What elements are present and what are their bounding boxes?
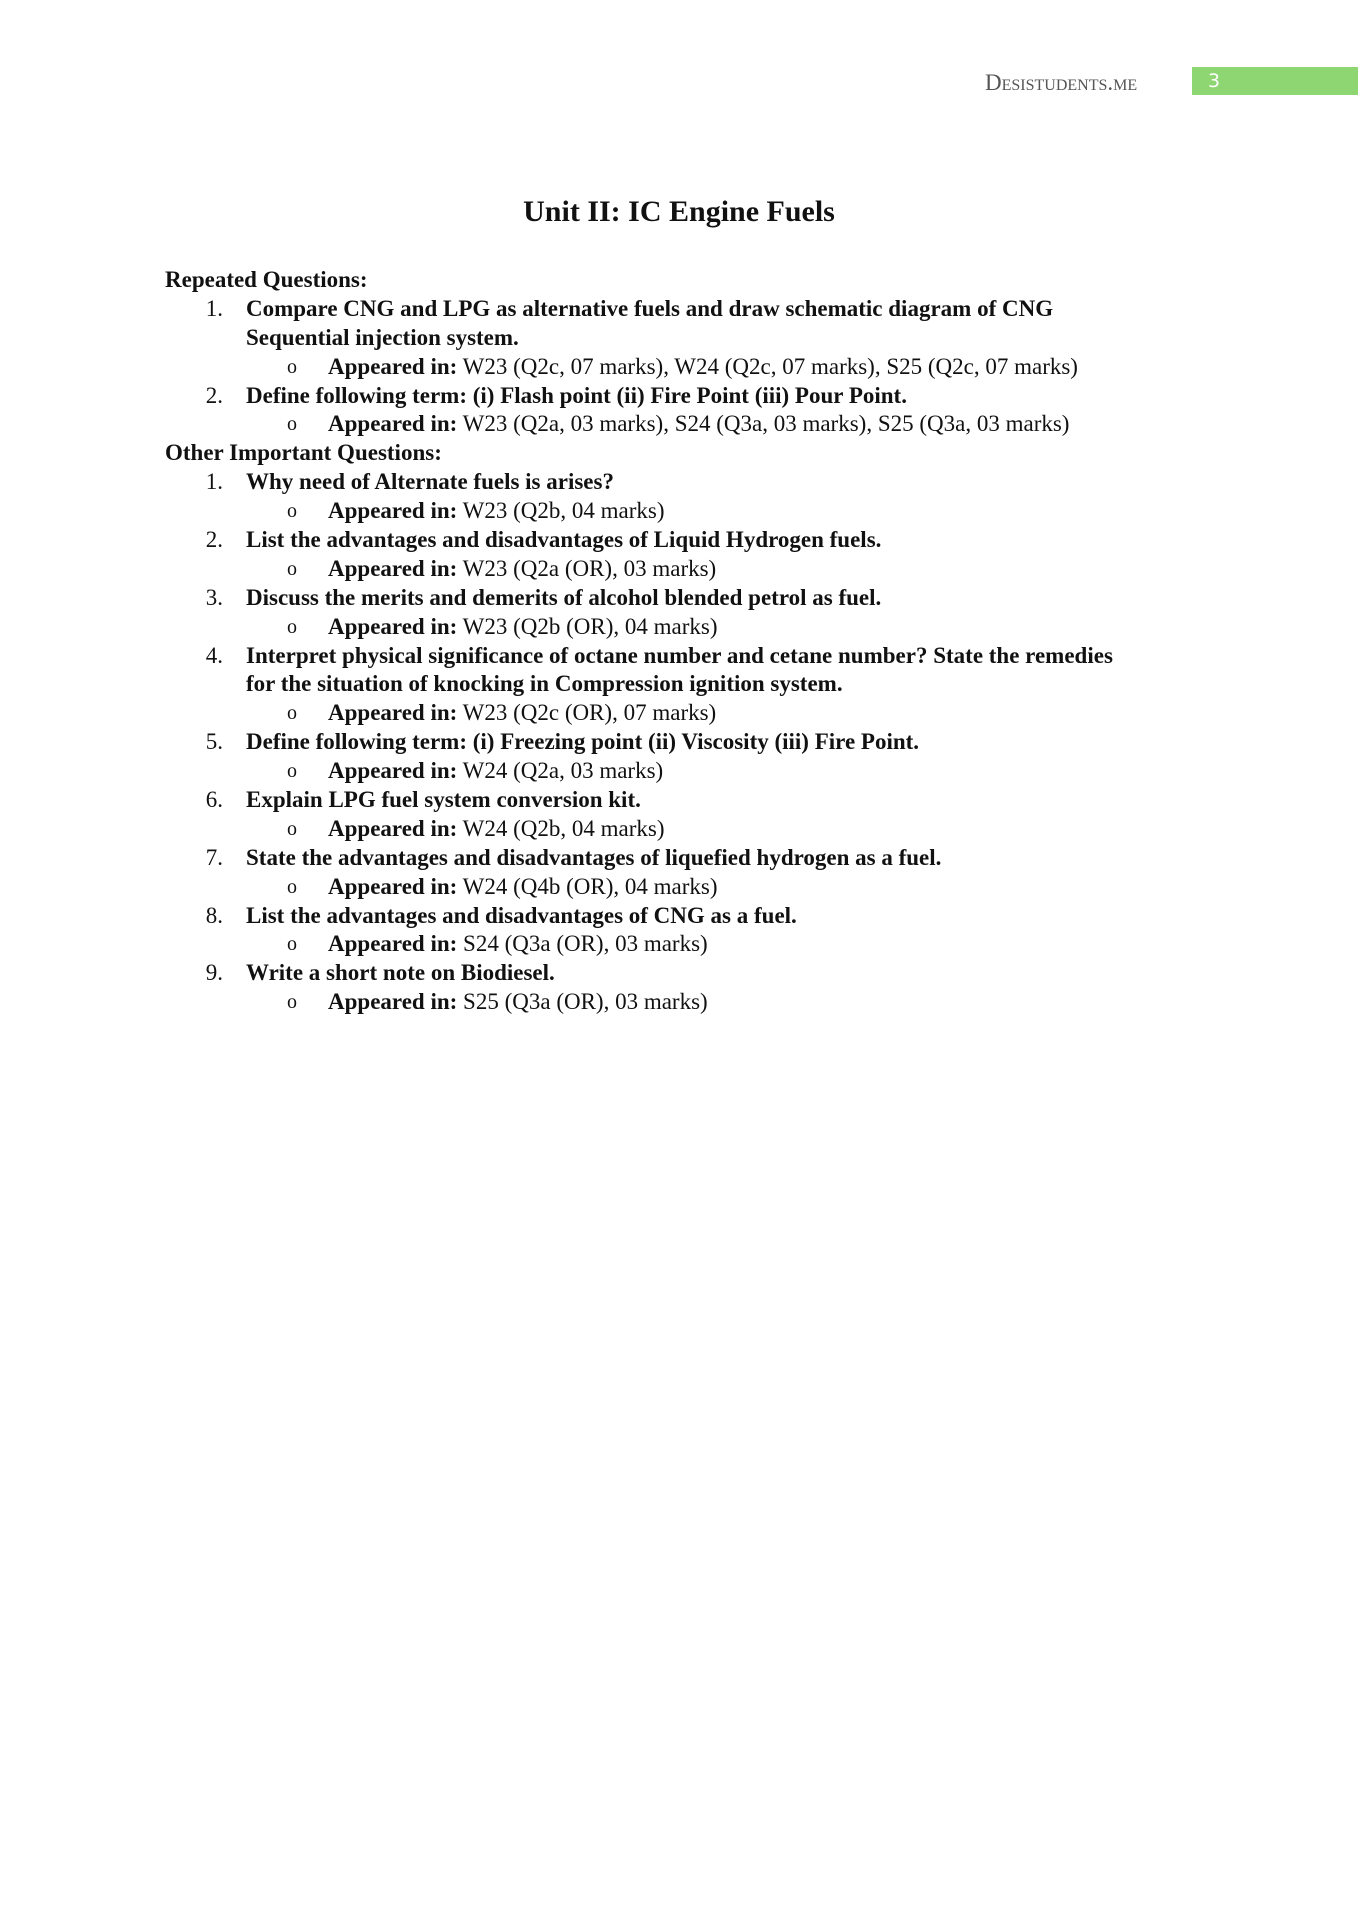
page-title: Unit II: IC Engine Fuels: [523, 195, 835, 228]
appeared-label: Appeared in:: [328, 700, 458, 726]
appeared-value: W23 (Q2c, 07 marks), W24 (Q2c, 07 marks), S25 (Q2c, 07 marks): [462, 353, 1078, 379]
appeared-value: W24 (Q2a, 03 marks): [462, 758, 664, 784]
appeared-value: W24 (Q4b (OR), 04 marks): [462, 873, 718, 899]
appeared-in: [328, 930, 708, 959]
appeared-label: Appeared in:: [328, 815, 458, 841]
appeared-label: Appeared in:: [328, 411, 458, 437]
appeared-label: Appeared in:: [328, 555, 458, 581]
bullet-icon: o: [287, 355, 297, 378]
question-number: 7.: [205, 844, 223, 870]
question-line: [165, 382, 1265, 411]
appeared-label: Appeared in:: [328, 931, 458, 957]
question-line: [165, 324, 1265, 353]
page-number-badge: [1192, 67, 1358, 95]
appeared-line: [165, 497, 1265, 526]
appeared-line: [165, 613, 1265, 642]
question-text: Write a short note on Biodiesel.: [246, 960, 555, 986]
appeared-value: W23 (Q2b (OR), 04 marks): [462, 613, 718, 639]
appeared-line: [165, 699, 1265, 728]
question-list: [165, 266, 1265, 1017]
bullet-icon: o: [287, 817, 297, 840]
bullet-icon: o: [287, 933, 297, 956]
question-text: List the advantages and disadvantages of CNG as a fuel.: [246, 902, 797, 928]
appeared-line: [165, 815, 1265, 844]
appeared-in: [328, 613, 718, 642]
question-line: [165, 295, 1265, 324]
bullet-icon: o: [287, 615, 297, 638]
appeared-line: [165, 757, 1265, 786]
question-number: 9.: [205, 960, 223, 986]
question-text: Why need of Alternate fuels is arises?: [246, 469, 614, 495]
appeared-value: W24 (Q2b, 04 marks): [462, 815, 665, 841]
question-line: [165, 902, 1265, 931]
question-text: Define following term: (i) Flash point (ii) Fire Point (iii) Pour Point.: [246, 382, 907, 408]
appeared-value: W23 (Q2a, 03 marks), S24 (Q3a, 03 marks), S25 (Q3a, 03 marks): [462, 411, 1070, 437]
question-text: Sequential injection system.: [246, 324, 519, 350]
appeared-line: [165, 410, 1265, 439]
question-text: State the advantages and disadvantages of liquefied hydrogen as a fuel.: [246, 844, 942, 870]
appeared-in: [328, 873, 718, 902]
question-line: [165, 728, 1265, 757]
appeared-value: S24 (Q3a (OR), 03 marks): [463, 931, 708, 957]
bullet-icon: o: [287, 702, 297, 725]
bullet-icon: o: [287, 500, 297, 523]
appeared-in: [328, 815, 665, 844]
appeared-label: Appeared in:: [328, 758, 458, 784]
appeared-in: [328, 497, 665, 526]
appeared-in: [328, 410, 1069, 439]
bullet-icon: o: [287, 991, 297, 1014]
question-line: [165, 642, 1265, 671]
question-line: [165, 959, 1265, 988]
appeared-in: [328, 699, 716, 728]
page-number: 3: [1208, 70, 1221, 92]
appeared-in: [328, 988, 708, 1017]
appeared-value: W23 (Q2c (OR), 07 marks): [462, 700, 717, 726]
question-text: Define following term: (i) Freezing point (ii) Viscosity (iii) Fire Point.: [246, 729, 920, 755]
appeared-line: [165, 930, 1265, 959]
appeared-value: W23 (Q2a (OR), 03 marks): [462, 555, 717, 581]
question-line: [165, 584, 1265, 613]
appeared-label: Appeared in:: [328, 989, 458, 1015]
question-text: Interpret physical significance of octane number and cetane number? State the remedies: [246, 642, 1113, 668]
bullet-icon: o: [287, 557, 297, 580]
appeared-line: [165, 353, 1265, 382]
question-text: Compare CNG and LPG as alternative fuels and draw schematic diagram of CNG: [246, 295, 1054, 321]
question-number: 3.: [205, 584, 223, 610]
bullet-icon: o: [287, 875, 297, 898]
question-line: [165, 844, 1265, 873]
appeared-label: Appeared in:: [328, 353, 458, 379]
appeared-in: [328, 757, 663, 786]
appeared-value: S25 (Q3a (OR), 03 marks): [463, 989, 708, 1015]
question-number: 2.: [205, 382, 223, 408]
appeared-in: [328, 555, 716, 584]
question-line: [165, 786, 1265, 815]
appeared-label: Appeared in:: [328, 498, 458, 524]
question-number: 2.: [205, 527, 223, 553]
appeared-line: [165, 555, 1265, 584]
question-number: 5.: [205, 729, 223, 755]
question-text: Discuss the merits and demerits of alcohol blended petrol as fuel.: [246, 584, 882, 610]
appeared-in: [328, 353, 1078, 382]
appeared-line: [165, 873, 1265, 902]
appeared-label: Appeared in:: [328, 873, 458, 899]
section-heading: Other Important Questions:: [165, 440, 442, 466]
question-number: 8.: [205, 902, 223, 928]
question-line: [165, 526, 1265, 555]
appeared-line: [165, 988, 1265, 1017]
bullet-icon: o: [287, 760, 297, 783]
question-number: 1.: [205, 469, 223, 495]
question-text: for the situation of knocking in Compression ignition system.: [246, 671, 843, 697]
question-line: [165, 670, 1265, 699]
appeared-label: Appeared in:: [328, 613, 458, 639]
question-number: 6.: [205, 787, 223, 813]
question-text: List the advantages and disadvantages of Liquid Hydrogen fuels.: [246, 527, 882, 553]
question-number: 4.: [205, 642, 223, 668]
question-text: Explain LPG fuel system conversion kit.: [246, 787, 641, 813]
section-heading: Repeated Questions:: [165, 267, 368, 292]
question-number: 1.: [205, 295, 223, 321]
header-brand: Desistudents.me: [985, 70, 1138, 95]
question-line: [165, 468, 1265, 497]
bullet-icon: o: [287, 413, 297, 436]
appeared-value: W23 (Q2b, 04 marks): [462, 498, 665, 524]
